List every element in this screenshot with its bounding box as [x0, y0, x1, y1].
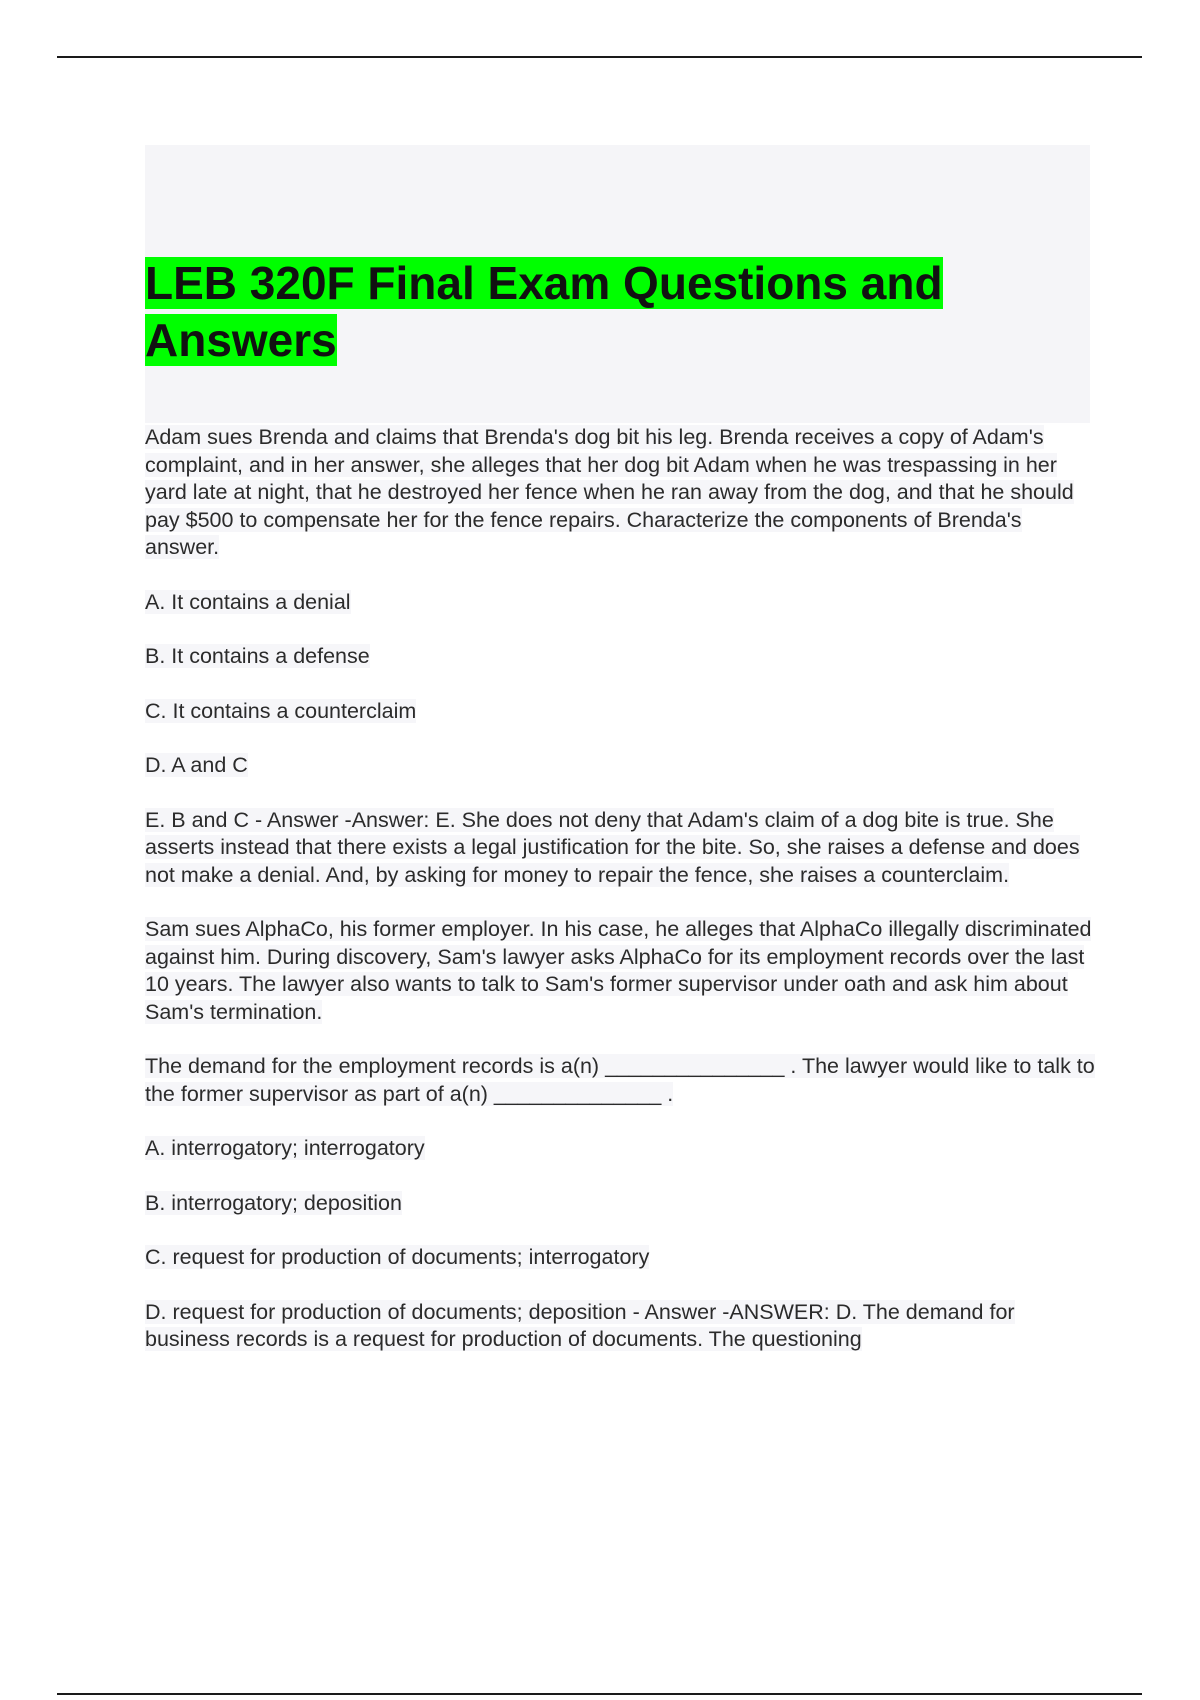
bottom-rule — [57, 1693, 1142, 1695]
question-1-answer — [145, 807, 1095, 890]
question-2-option-b — [145, 1190, 1095, 1218]
question-2-option-a — [145, 1135, 1095, 1163]
question-2-option-d-answer — [145, 1299, 1095, 1354]
question-1-option-b — [145, 643, 1095, 671]
option-text: C. It contains a counterclaim — [145, 698, 417, 723]
question-2-scenario — [145, 916, 1095, 1026]
top-rule — [57, 56, 1142, 58]
option-text: C. request for production of documents; interrogatory — [145, 1245, 650, 1269]
question-1-stem-text: Adam sues Brenda and claims that Brenda's dog bit his leg. Brenda receives a copy of Adam's complaint, and in her answer, she alleges that her dog bit Adam when he was trespassing in her yard late at night, that he destroyed her fence when he ran away from the dog, and that he should pay $500 to compensate her for the fence repairs. Characterize the components of Brenda's answer. — [145, 425, 1074, 559]
option-text: B. interrogatory; deposition — [145, 1190, 402, 1215]
option-text: D. A and C — [145, 753, 248, 777]
question-1-option-d — [145, 752, 1095, 780]
question-1-option-a — [145, 589, 1095, 617]
answer-text: D. request for production of documents; deposition - Answer -ANSWER: D. The demand for business records is a request for production of documents. The questioning — [145, 1299, 1015, 1351]
question-2-option-c — [145, 1244, 1095, 1272]
option-text: A. interrogatory; interrogatory — [145, 1136, 425, 1160]
document-body — [145, 424, 1095, 1381]
option-text: B. It contains a defense — [145, 644, 370, 668]
question-2-stem — [145, 1053, 1095, 1108]
document-title — [145, 255, 1045, 369]
question-1-option-c — [145, 698, 1095, 726]
scenario-text: Sam sues AlphaCo, his former employer. In his case, he alleges that AlphaCo illegally discriminated against him. During discovery, Sam's lawyer asks AlphaCo for its employment records over the last 10 years. The lawyer also wants to talk to Sam's former supervisor under oath and ask him about Sam's termination. — [145, 917, 1092, 1024]
question-2-stem-text: The demand for the employment records is a(n) _______________ . The lawyer would like to talk to the former supervisor as part of a(n) ______________ . — [145, 1054, 1095, 1106]
option-text: A. It contains a denial — [145, 589, 351, 614]
question-1-stem — [145, 424, 1095, 562]
document-title-text: LEB 320F Final Exam Questions and Answers — [145, 257, 943, 366]
answer-text: E. B and C - Answer -Answer: E. She does not deny that Adam's claim of a dog bite is true. She asserts instead that there exists a legal justification for the bite. So, she raises a defense and does not make a denial. And, by asking for money to repair the fence, she raises a counterclaim. — [145, 807, 1080, 887]
